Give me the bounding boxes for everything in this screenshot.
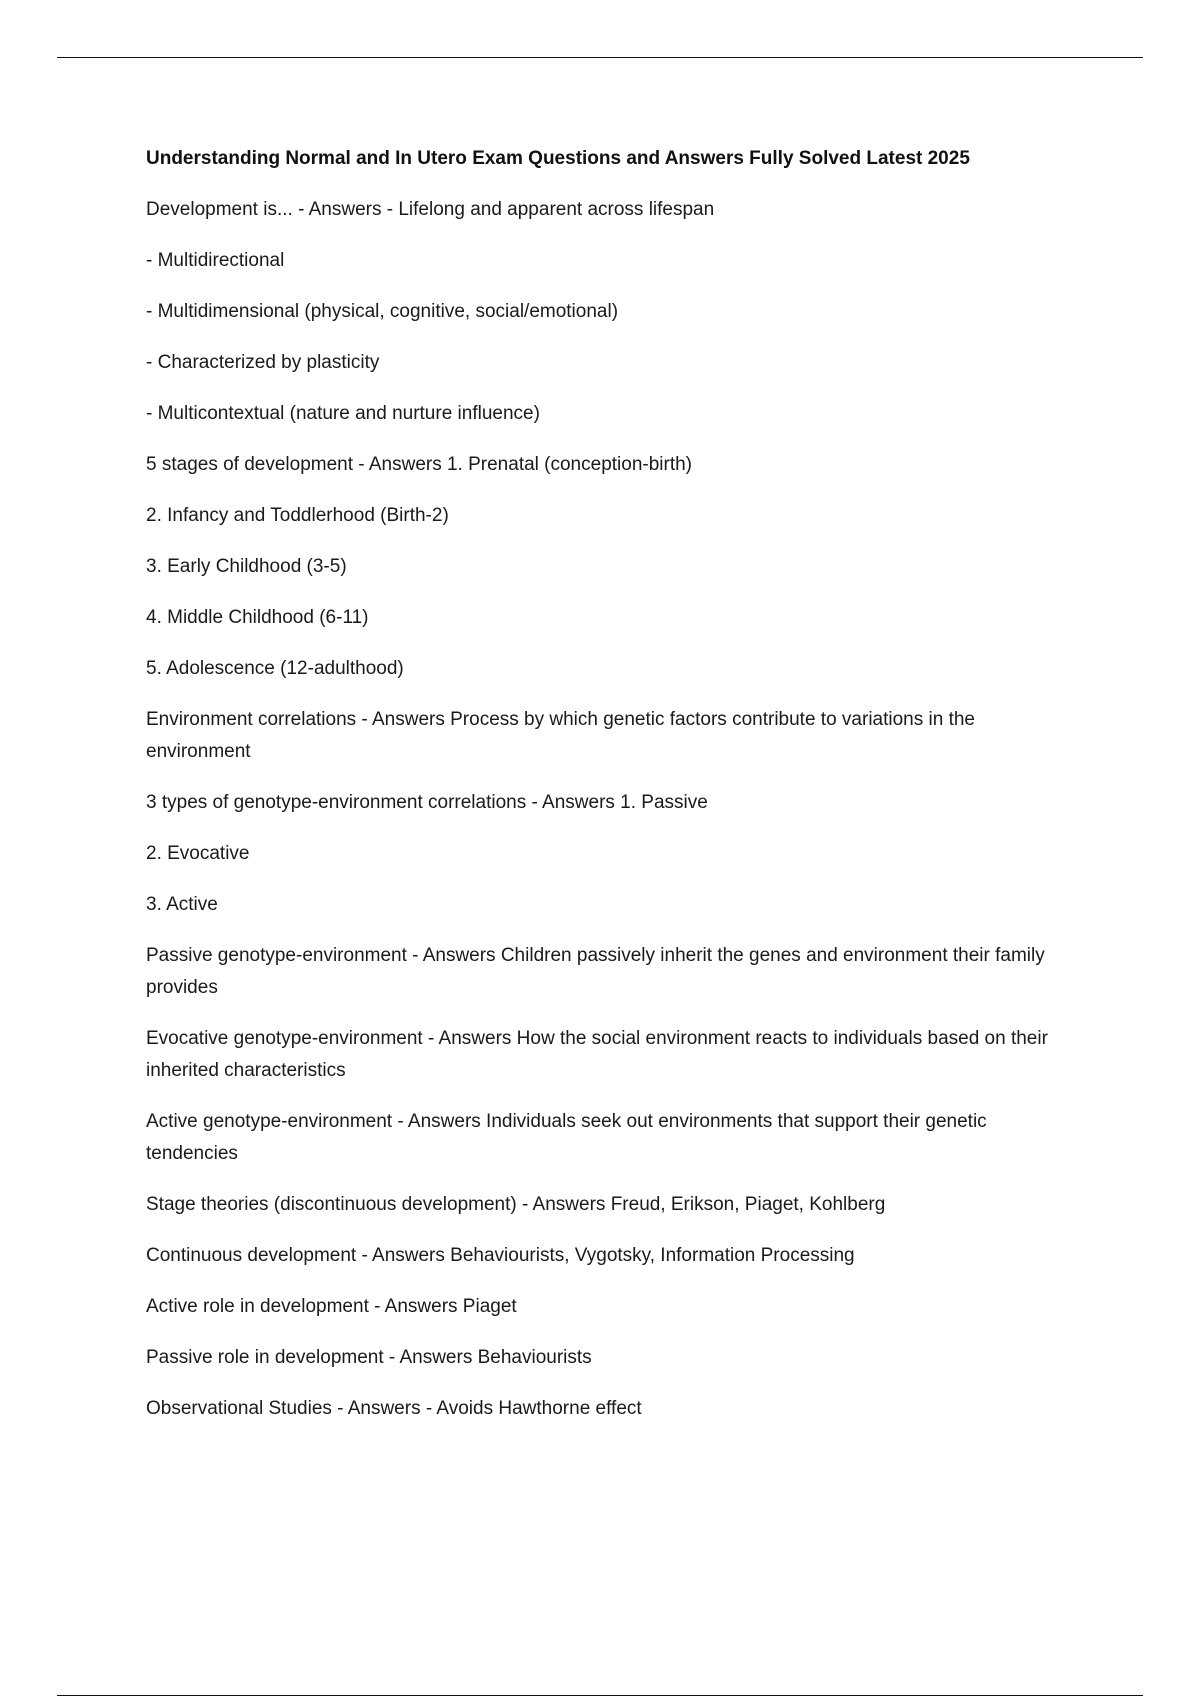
qa-line: Development is... - Answers - Lifelong and apparent across lifespan [146, 199, 715, 220]
qa-line: 2. Infancy and Toddlerhood (Birth-2) [146, 505, 449, 526]
qa-line: 4. Middle Childhood (6-11) [146, 607, 369, 628]
qa-line: - Multidirectional [146, 250, 285, 271]
qa-line: Active role in development - Answers Piaget [146, 1296, 517, 1317]
qa-line: 3. Early Childhood (3-5) [146, 556, 347, 577]
qa-line: Stage theories (discontinuous development) - Answers Freud, Erikson, Piaget, Kohlberg [146, 1194, 886, 1215]
qa-line: Observational Studies - Answers - Avoids Hawthorne effect [146, 1398, 642, 1419]
document-body [146, 143, 1076, 1444]
qa-line: 3 types of genotype-environment correlations - Answers 1. Passive [146, 792, 708, 813]
document-title: Understanding Normal and In Utero Exam Questions and Answers Fully Solved Latest 2025 [146, 148, 970, 169]
qa-line: Passive genotype-environment - Answers Children passively inherit the genes and environment their family provides [146, 945, 1045, 998]
qa-line: - Multidimensional (physical, cognitive, social/emotional) [146, 301, 619, 322]
qa-line: Passive role in development - Answers Behaviourists [146, 1347, 592, 1368]
qa-line: Active genotype-environment - Answers Individuals seek out environments that support their genetic tendencies [146, 1111, 987, 1164]
header-rule [57, 57, 1143, 58]
qa-line: Continuous development - Answers Behaviourists, Vygotsky, Information Processing [146, 1245, 855, 1266]
qa-line: Evocative genotype-environment - Answers How the social environment reacts to individuals based on their inherited characteristics [146, 1028, 1048, 1081]
qa-line: 5 stages of development - Answers 1. Prenatal (conception-birth) [146, 454, 693, 475]
qa-line: - Multicontextual (nature and nurture influence) [146, 403, 540, 424]
qa-line: - Characterized by plasticity [146, 352, 380, 373]
qa-line: 3. Active [146, 894, 218, 915]
qa-line: 5. Adolescence (12-adulthood) [146, 658, 404, 679]
qa-line: 2. Evocative [146, 843, 250, 864]
qa-line: Environment correlations - Answers Process by which genetic factors contribute to variations in the environment [146, 709, 975, 762]
footer-rule [57, 1695, 1143, 1696]
